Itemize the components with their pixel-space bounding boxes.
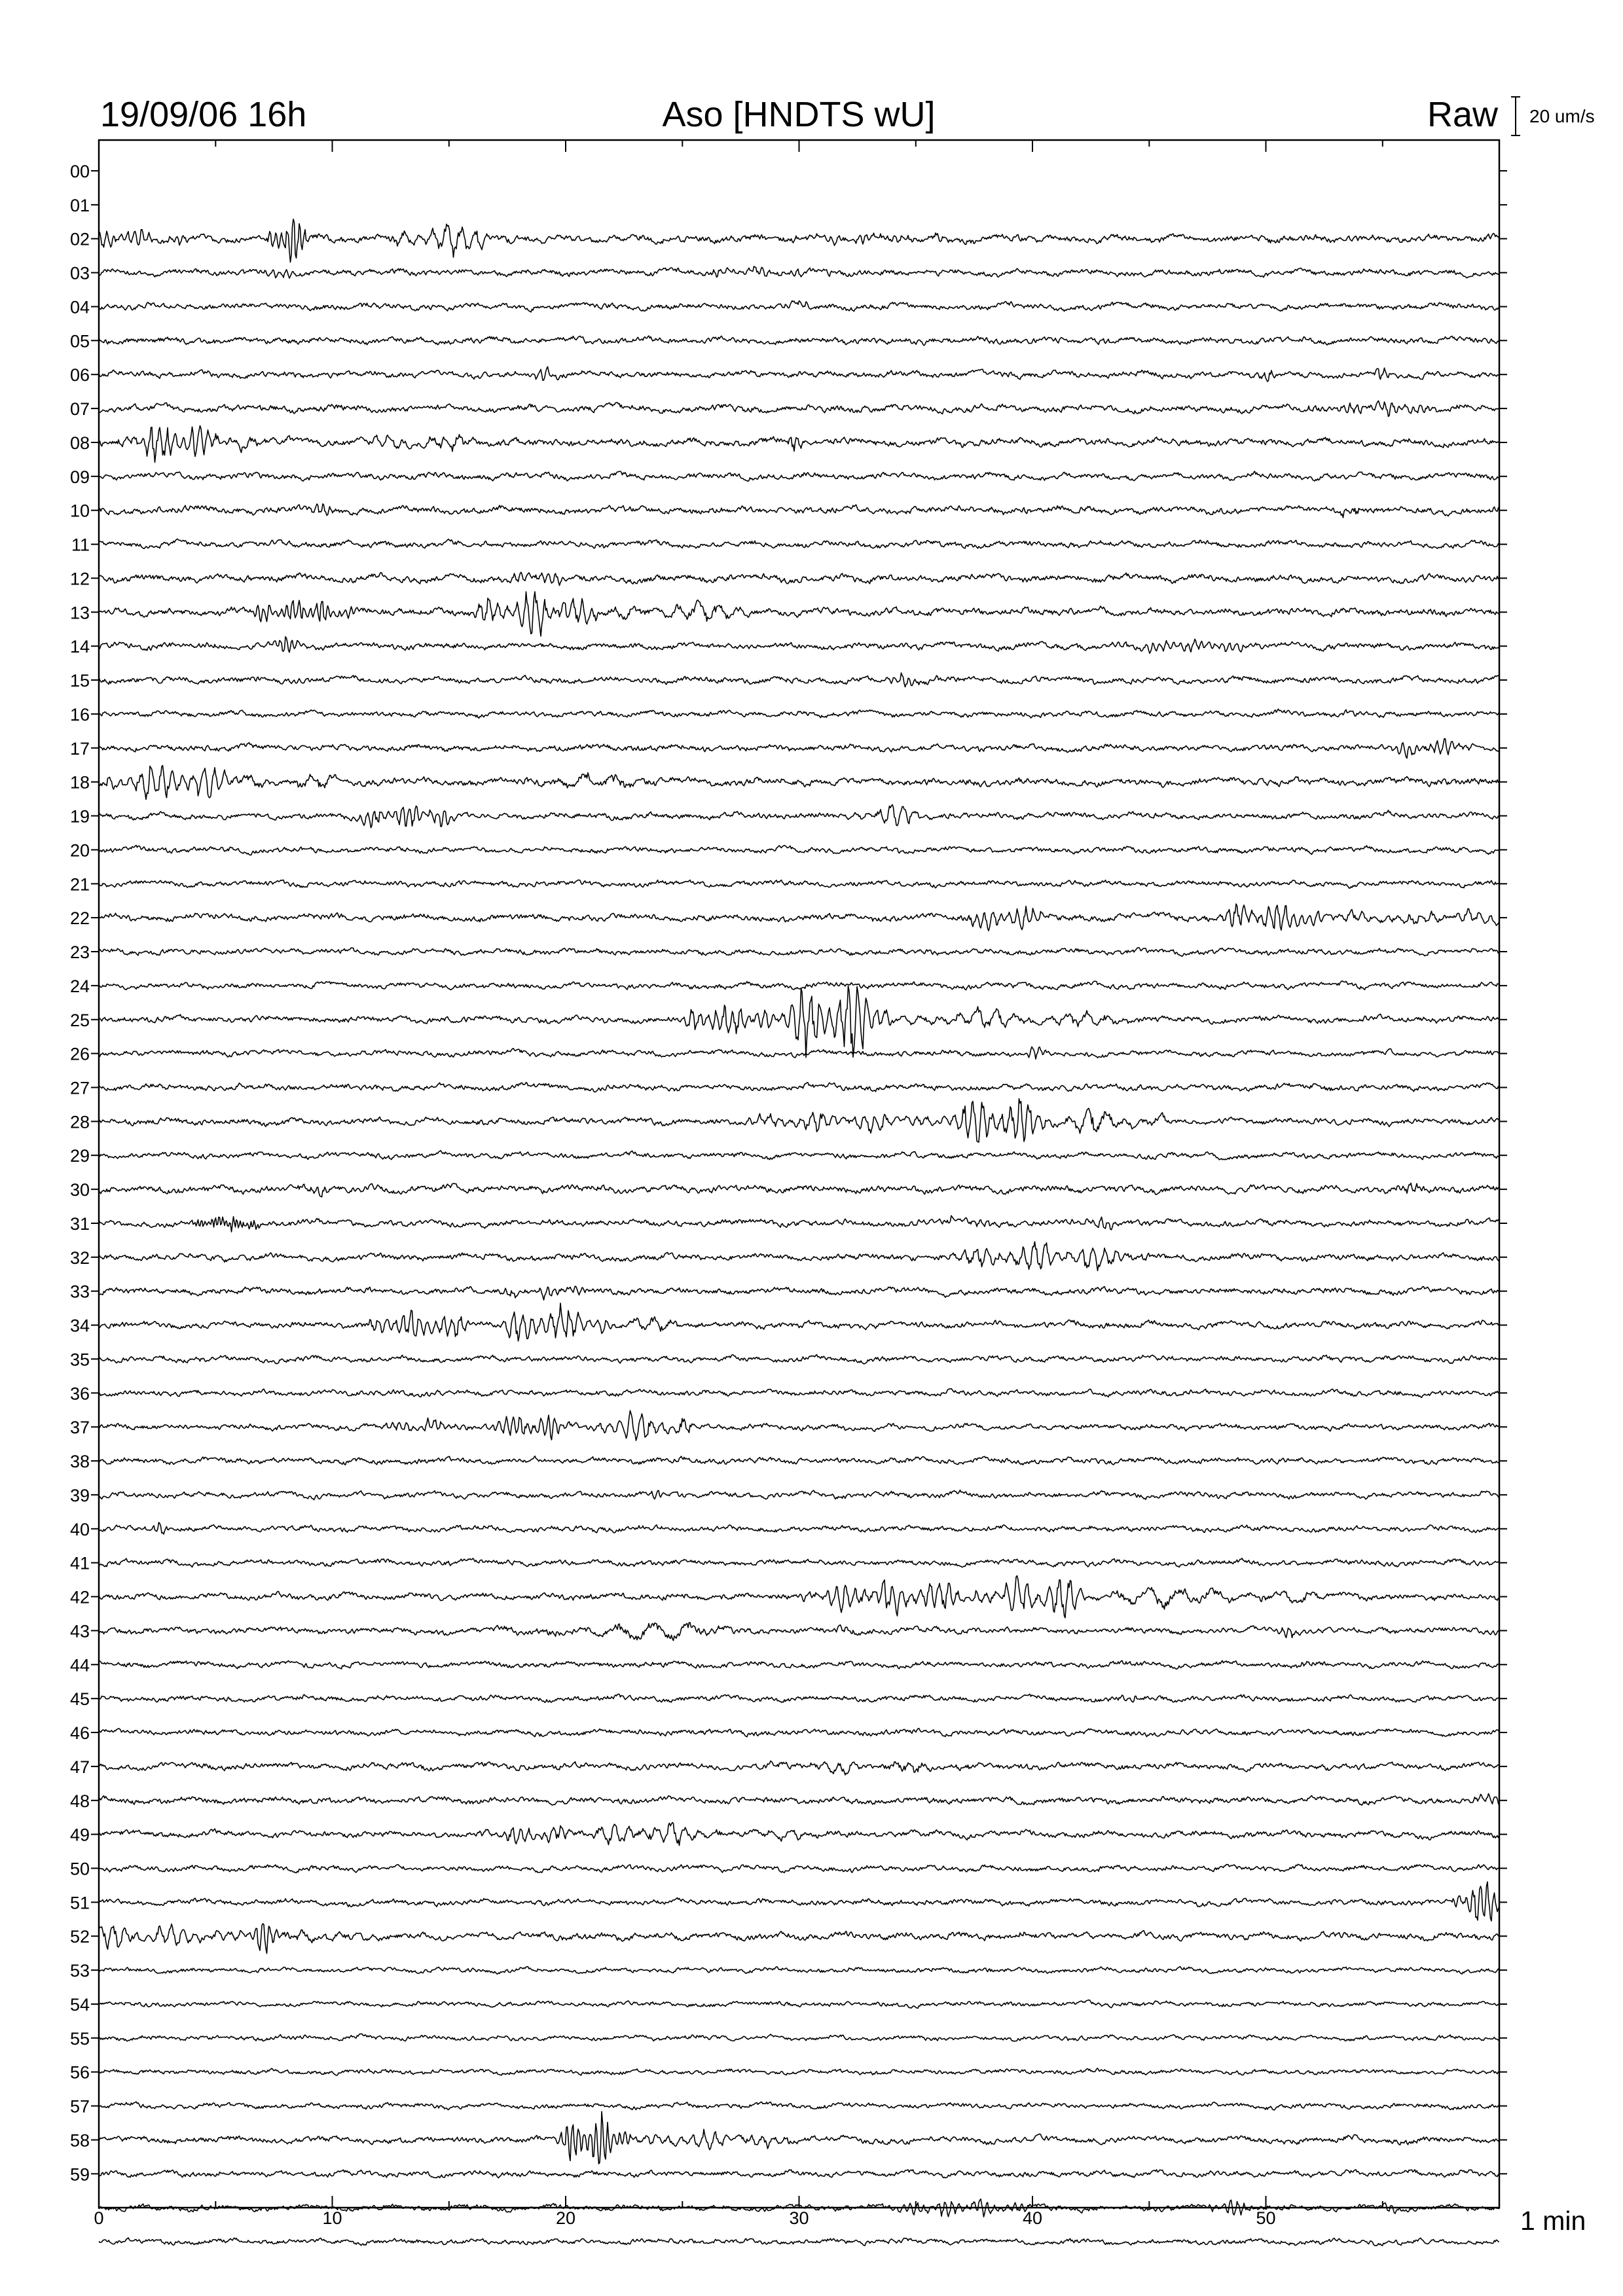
row-labels (70, 162, 90, 2184)
seismic-trace (99, 1864, 1499, 1873)
seismic-trace (99, 1183, 1499, 1197)
seismic-trace (99, 539, 1499, 548)
seismic-trace (99, 367, 1499, 382)
seismic-trace (99, 1761, 1499, 1775)
seismic-trace (99, 592, 1499, 636)
row-label: 47 (69, 1757, 90, 1777)
x-tick-label: 20 (555, 2208, 576, 2228)
row-label: 16 (69, 704, 90, 725)
seismic-traces (99, 219, 1499, 2246)
row-label: 45 (69, 1689, 90, 1710)
row-label: 29 (69, 1146, 90, 1166)
seismic-trace (99, 471, 1499, 481)
row-label: 06 (69, 365, 90, 386)
seismic-trace (99, 1286, 1499, 1300)
row-label: 09 (69, 467, 90, 487)
scale-bar (1511, 97, 1520, 135)
seismic-trace (99, 1099, 1499, 1143)
row-label: 15 (69, 671, 90, 691)
row-label: 23 (69, 942, 90, 962)
row-label: 03 (69, 263, 90, 283)
seismic-trace (99, 948, 1499, 957)
row-label: 50 (69, 1859, 90, 1879)
axis-ticks (91, 140, 1507, 2208)
seismic-trace (99, 804, 1499, 827)
seismic-trace (99, 1456, 1499, 1465)
seismic-trace (99, 2102, 1499, 2110)
row-label: 43 (69, 1621, 90, 1641)
row-label: 12 (69, 569, 90, 589)
seismic-trace (99, 2170, 1499, 2178)
seismic-trace (99, 1047, 1499, 1059)
row-label: 52 (69, 1927, 90, 1947)
row-label: 17 (69, 738, 90, 759)
seismic-trace (99, 1490, 1499, 1500)
x-tick-labels (94, 2208, 1275, 2228)
row-label: 42 (69, 1587, 90, 1607)
seismic-trace (99, 904, 1499, 931)
row-label: 30 (69, 1180, 90, 1200)
seismic-trace (99, 2068, 1499, 2075)
row-label: 31 (69, 1214, 90, 1234)
row-label: 02 (69, 229, 90, 249)
seismic-trace (99, 846, 1499, 855)
seismic-trace (99, 880, 1499, 889)
x-tick-label: 30 (789, 2208, 809, 2228)
seismic-trace (99, 709, 1499, 718)
row-label: 39 (69, 1485, 90, 1505)
seismic-trace (99, 1410, 1499, 1441)
seismic-trace (99, 2034, 1499, 2041)
seismic-trace (99, 1215, 1499, 1232)
row-label: 56 (69, 2062, 90, 2083)
row-label: 34 (69, 1316, 90, 1336)
x-tick-label: 0 (94, 2208, 104, 2228)
seismic-trace (99, 637, 1499, 654)
seismic-trace (99, 739, 1499, 759)
seismic-trace (99, 504, 1499, 518)
seismic-trace (99, 981, 1499, 990)
seismic-trace (99, 1694, 1499, 1702)
row-label: 27 (69, 1078, 90, 1098)
mode-label: Raw (1427, 95, 1498, 134)
row-label: 04 (69, 297, 90, 317)
row-label: 41 (69, 1553, 90, 1573)
seismic-trace (99, 1558, 1499, 1568)
row-label: 19 (69, 806, 90, 827)
seismic-trace (99, 766, 1499, 800)
seismic-trace (99, 336, 1499, 346)
chart-title: Aso [HNDTS wU] (662, 95, 936, 134)
seismic-trace (99, 1576, 1499, 1618)
row-label: 28 (69, 1112, 90, 1132)
seismic-trace (99, 986, 1499, 1057)
seismic-trace (99, 1660, 1499, 1669)
seismic-trace (99, 1623, 1499, 1640)
seismic-trace (99, 401, 1499, 416)
seismic-trace (99, 2111, 1499, 2164)
row-label: 54 (69, 1995, 90, 2015)
seismic-trace (99, 1355, 1499, 1364)
row-label: 08 (69, 433, 90, 453)
seismic-trace (99, 572, 1499, 585)
row-label: 00 (69, 162, 90, 181)
row-label: 44 (69, 1655, 90, 1676)
row-label: 48 (69, 1791, 90, 1811)
row-label: 22 (69, 908, 90, 929)
row-label: 38 (69, 1452, 90, 1472)
row-label: 49 (69, 1825, 90, 1845)
date-hour-label: 19/09/06 16h (100, 95, 307, 134)
row-label: 51 (69, 1893, 90, 1913)
seismic-trace (99, 425, 1499, 462)
seismic-trace (99, 1522, 1499, 1534)
row-label: 20 (69, 840, 90, 861)
row-label: 37 (69, 1418, 90, 1438)
row-label: 11 (71, 535, 90, 555)
seismic-trace (99, 300, 1499, 312)
seismic-trace (99, 266, 1499, 278)
seismic-trace (99, 219, 1499, 262)
seismic-trace (99, 2000, 1499, 2009)
row-label: 14 (69, 637, 90, 657)
x-axis-label: 1 min (1520, 2206, 1586, 2236)
row-label: 53 (69, 1961, 90, 1981)
row-label: 58 (69, 2130, 90, 2151)
row-label: 55 (69, 2028, 90, 2049)
row-label: 57 (69, 2096, 90, 2117)
row-label: 24 (69, 976, 90, 996)
row-label: 40 (69, 1519, 90, 1539)
row-label: 36 (69, 1384, 90, 1404)
seismic-trace (99, 1389, 1499, 1398)
row-label: 01 (69, 195, 90, 215)
seismic-trace (99, 1151, 1499, 1160)
row-label: 07 (69, 399, 90, 420)
row-label: 25 (69, 1010, 90, 1030)
seismic-trace (99, 673, 1499, 687)
x-tick-label: 40 (1022, 2208, 1043, 2228)
row-label: 21 (69, 874, 90, 895)
seismic-trace (99, 1242, 1499, 1270)
row-label: 13 (69, 603, 90, 623)
seismic-trace (99, 1083, 1499, 1092)
seismic-trace (99, 1924, 1499, 1954)
seismic-trace (99, 1882, 1499, 1921)
row-label: 10 (69, 501, 90, 521)
row-label: 05 (69, 331, 90, 351)
seismic-trace (99, 1967, 1499, 1975)
seismic-trace (99, 2238, 1499, 2246)
seismic-trace (99, 1793, 1499, 1805)
seismic-trace (99, 1729, 1499, 1737)
row-label: 35 (69, 1350, 90, 1370)
x-tick-label: 10 (322, 2208, 342, 2228)
row-label: 33 (69, 1282, 90, 1302)
row-label: 59 (69, 2164, 90, 2185)
seismic-trace (99, 1303, 1499, 1341)
x-tick-label: 50 (1256, 2208, 1276, 2228)
plot-frame (99, 140, 1499, 2208)
scale-label: 20 um/s (1529, 106, 1595, 126)
seismic-trace (99, 1823, 1499, 1846)
row-label: 32 (69, 1247, 90, 1268)
row-label: 26 (69, 1044, 90, 1064)
row-label: 46 (69, 1723, 90, 1743)
row-label: 18 (69, 772, 90, 793)
